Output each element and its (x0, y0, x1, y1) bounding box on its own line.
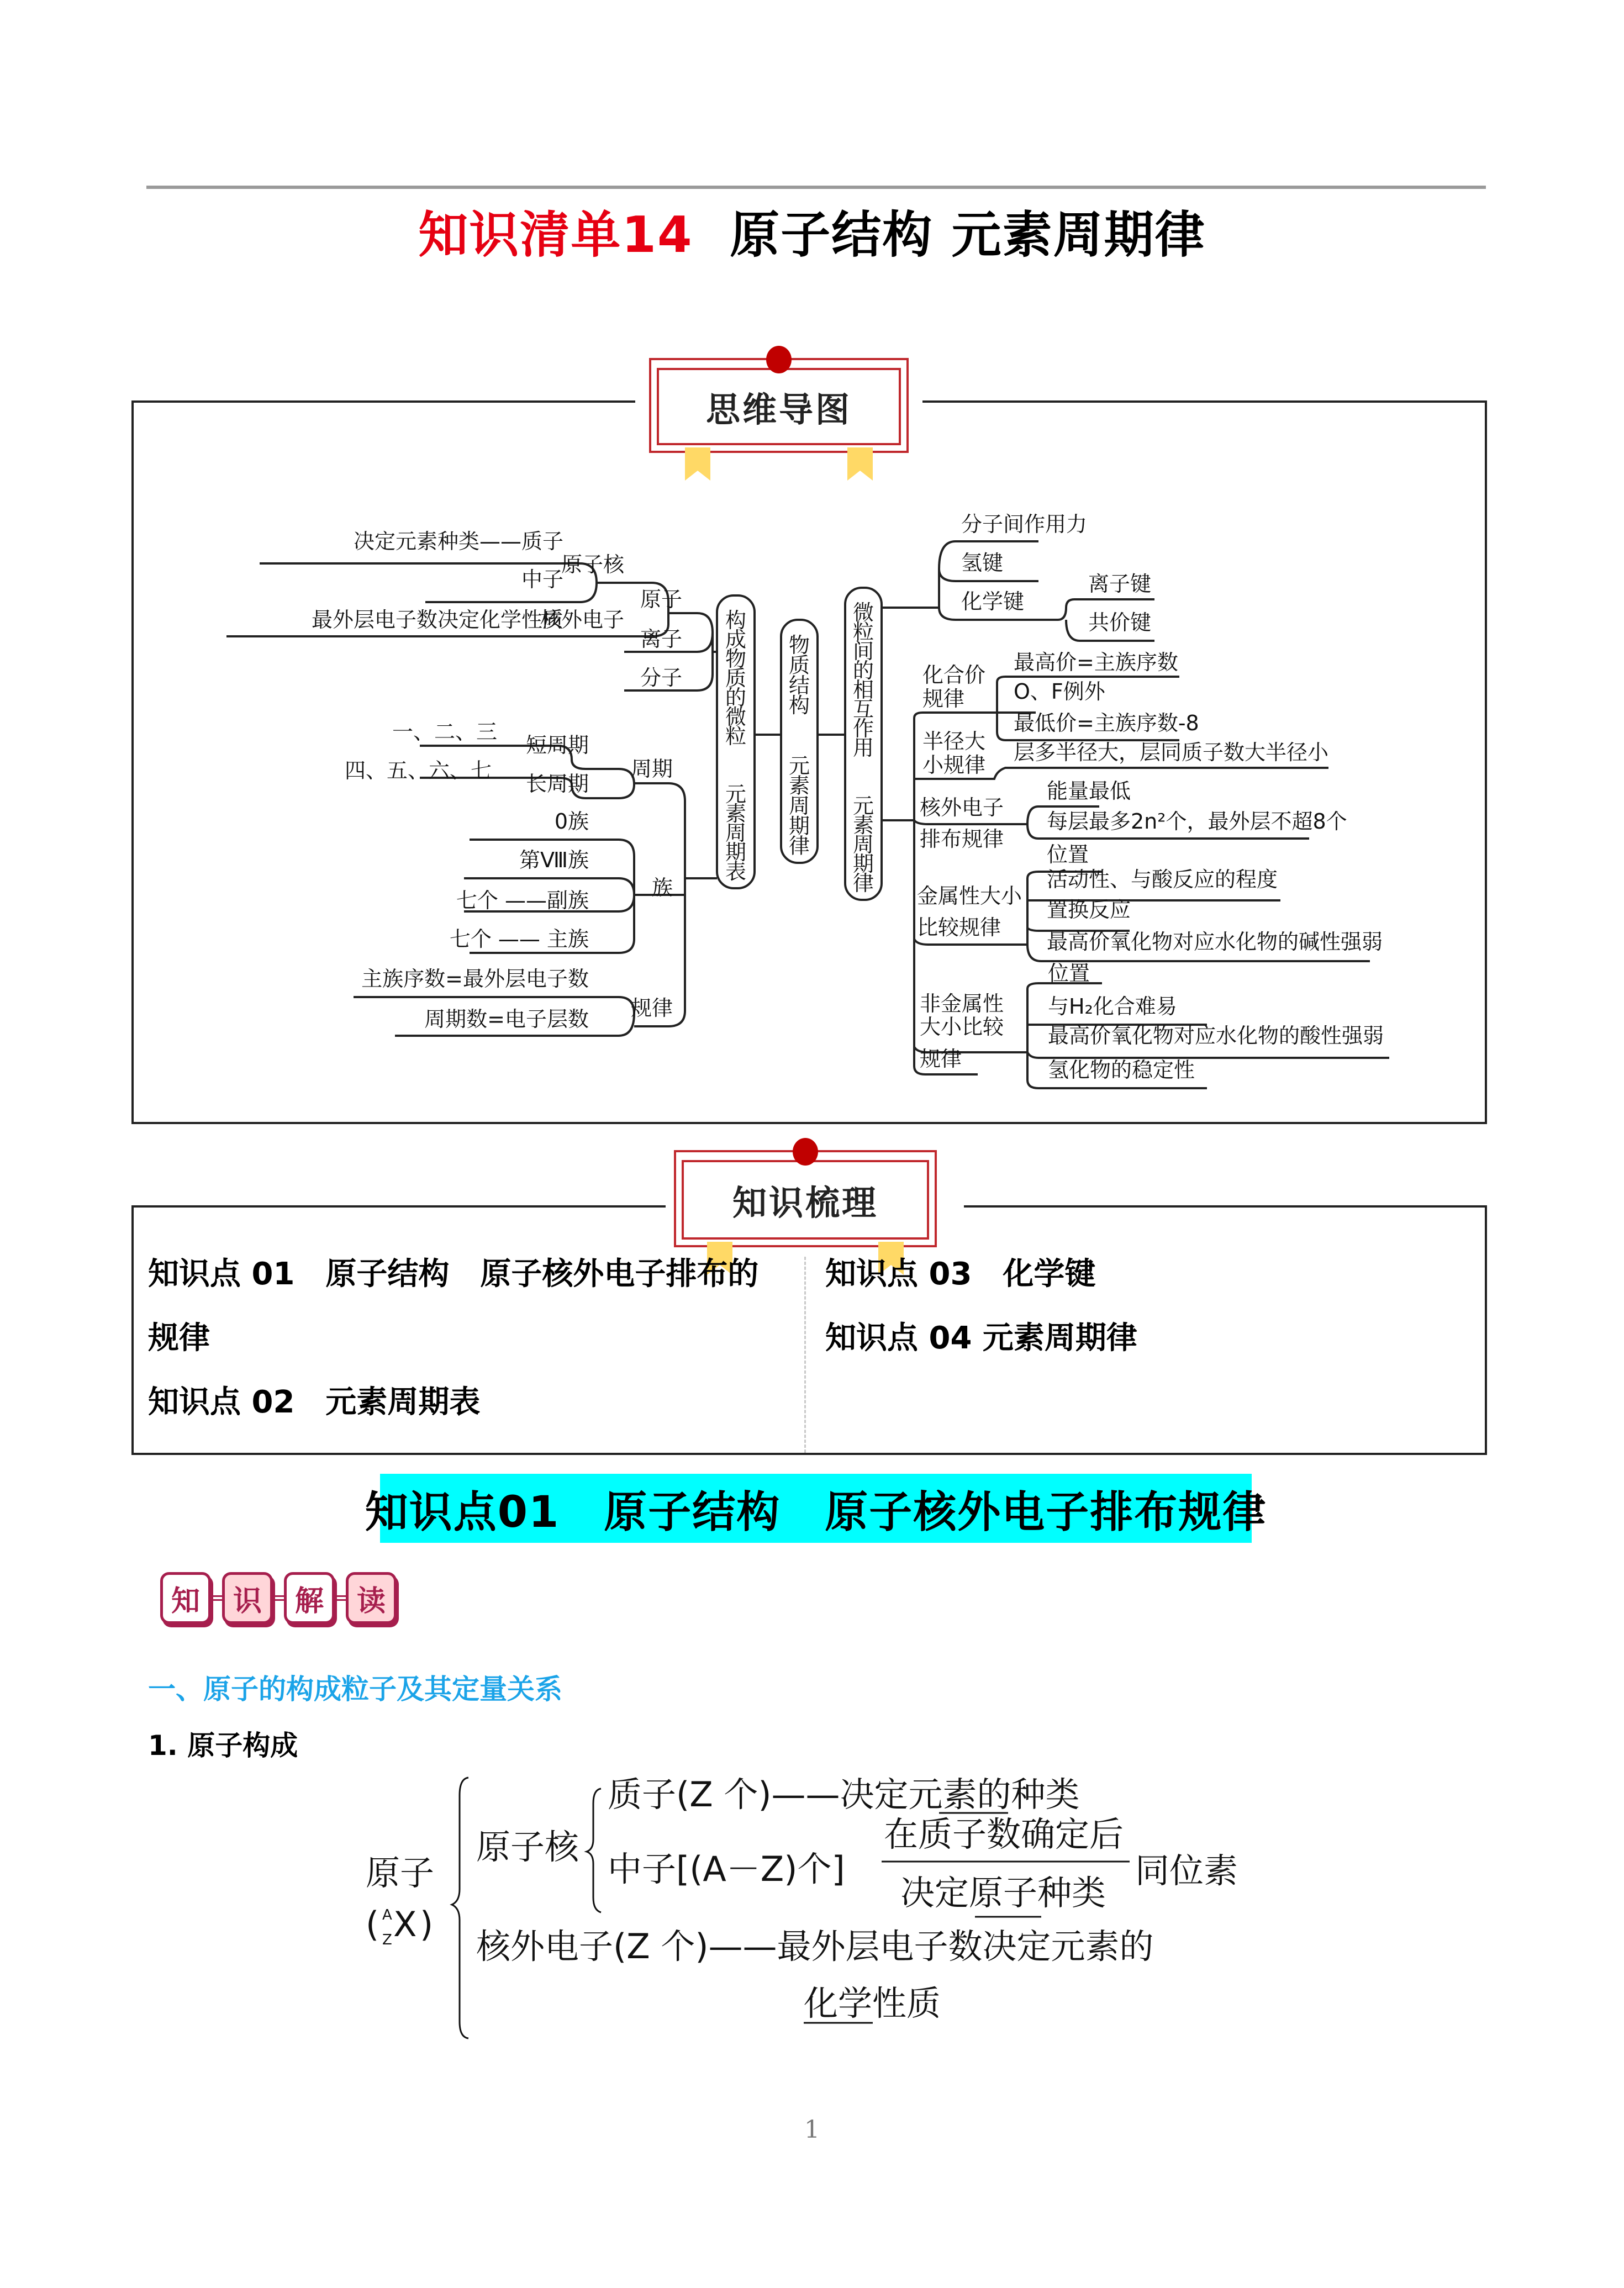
mindmap-node-label: 离子 (640, 627, 682, 651)
badge-tile: 读 (346, 1572, 397, 1624)
badge-tile: 识 (222, 1572, 273, 1624)
mindmap-node-label: 排布规律 (920, 827, 1004, 851)
mindmap-node-label: 小规律 (922, 753, 986, 777)
mindmap-node-label: 大小比较 (920, 1015, 1004, 1039)
knowledge-badge (674, 1150, 937, 1247)
mindmap-node-label: 原子 (640, 587, 682, 611)
mindmap-node-label: 族 (651, 876, 673, 900)
mindmap-node-label: 金属性大小 (917, 884, 1022, 908)
center-node-char: 粒 (725, 724, 747, 748)
mindmap-node-label: 最高价=主族序数 (1014, 650, 1178, 674)
center-node-char: 期 (788, 814, 810, 839)
mindmap-node-label: 与H₂化合难易 (1048, 994, 1177, 1019)
mindmap-node-label: 七个 ——副族 (456, 888, 589, 913)
center-node-char: 微 (725, 705, 747, 729)
mindmap-node-label: 最高价氧化物对应水化物的碱性强弱 (1047, 930, 1383, 954)
center-node-char: 构 (725, 608, 747, 632)
neutron-label: 中子[(A－Z)个] (608, 1849, 845, 1889)
column-divider (804, 1257, 806, 1453)
mindmap-node-label: 最高价氧化物对应水化物的酸性强弱 (1048, 1024, 1384, 1048)
mindmap-node-label: 一、二、三 (392, 720, 497, 744)
mindmap-node-label: 四、五、六、七 (344, 758, 492, 783)
mindmap-node-label: 周期 (630, 757, 673, 781)
center-node-char: 物 (725, 647, 747, 671)
mass-number: A (382, 1907, 392, 1923)
center-node-char: 间 (852, 639, 874, 663)
knowledge-point-04[interactable]: 知识点 04 元素周期律 (825, 1320, 1137, 1356)
mindmap-node-label: 长周期 (525, 772, 589, 796)
mindmap-node-label: 化合价 (922, 663, 986, 687)
mindmap-node-label: 最外层电子数决定化学性质 (311, 608, 563, 632)
mindmap-node-label: 周期数=电子层数 (424, 1007, 589, 1031)
mindmap-node-label: 化学键 (961, 589, 1025, 614)
mindmap-node-label: 位置 (1047, 842, 1089, 867)
mindmap-node-label: 比较规律 (917, 915, 1001, 940)
mindmap-node-label: 七个 —— 主族 (449, 927, 589, 951)
mindmap-node-label: 最低价=主族序数-8 (1014, 711, 1199, 735)
center-node-char: 元 (725, 782, 747, 806)
center-node-char: 构 (788, 693, 810, 718)
center-node-char: 素 (788, 773, 810, 798)
subsection-heading: 1. 原子构成 (148, 1730, 298, 1762)
mindmap-node-label: 原子核 (561, 552, 624, 577)
center-node-char: 质 (788, 653, 810, 678)
mindmap-node-label: 活动性、与酸反应的程度 (1047, 867, 1278, 892)
center-node-char: 作 (852, 716, 874, 741)
badge-title: 知识梳理 (682, 1160, 929, 1240)
atom-root: 原子 (366, 1853, 435, 1893)
mindmap-node-label: 置换反应 (1047, 898, 1131, 922)
mindmap-node-label: 核外电子 (920, 795, 1004, 820)
title-topic-text: 原子结构 元素周期律 (730, 206, 1206, 264)
mindmap-node-label: 层多半径大，层同质子数大半径小 (1014, 740, 1329, 765)
mindmap-node-label: 半径大 (922, 729, 986, 753)
center-node-char: 结 (788, 673, 810, 698)
center-node-char: 期 (852, 852, 874, 876)
center-node-char: 周 (788, 794, 810, 818)
knowledge-interpretation-badge (160, 1570, 397, 1626)
neutron-fraction-top: 在质子数确定后 (884, 1814, 1124, 1854)
center-node-char: 周 (725, 821, 747, 845)
center-node-char: 的 (725, 686, 747, 710)
badge-link (211, 1595, 222, 1601)
center-node-char: 用 (852, 736, 874, 760)
badge-link (335, 1595, 346, 1601)
mindmap-node-label: 分子 (640, 666, 682, 690)
isotope-label: 同位素 (1135, 1851, 1238, 1891)
nuclide-open-paren: ( (366, 1904, 379, 1944)
center-node-char: 质 (725, 666, 747, 690)
center-node-char: 的 (852, 658, 874, 683)
badge-link (273, 1595, 284, 1601)
center-node-char: 互 (852, 697, 874, 721)
mindmap-node-label: 规律 (630, 996, 673, 1020)
center-node-char: 元 (788, 753, 810, 778)
mindmap-node-label: 决定元素种类——质子 (353, 529, 563, 553)
center-node-char: 期 (725, 840, 747, 864)
mindmap-node-label: 主族序数=最外层电子数 (361, 967, 589, 991)
mindmap-node-label: 规律 (920, 1047, 962, 1071)
section-highlight-heading: 知识点01 原子结构 原子核外电子排布规律 (380, 1474, 1252, 1543)
center-node-char: 律 (788, 834, 810, 858)
center-node-char: 粒 (852, 620, 874, 644)
center-node-char: 表 (725, 860, 747, 884)
mindmap-node-label: 规律 (922, 687, 965, 711)
mindmap-node-label: 非金属性 (920, 992, 1004, 1016)
mindmap-node-label: 离子键 (1088, 572, 1152, 596)
badge-title: 思维导图 (657, 368, 901, 445)
mindmap-node-label: 核外电子 (540, 608, 624, 632)
nuclide-close-paren: ) (420, 1904, 434, 1944)
mindmap-node-label: 分子间作用力 (961, 512, 1088, 536)
mindmap-node-label: 每层最多2n²个，最外层不超8个 (1047, 809, 1347, 834)
mindmap-node-label: 位置 (1048, 961, 1090, 985)
mindmap-node-label: 0族 (554, 809, 589, 834)
nucleus-label: 原子核 (476, 1827, 579, 1867)
badge-tile: 解 (284, 1572, 335, 1624)
center-node-char: 元 (852, 794, 874, 818)
atomic-number: Z (382, 1932, 392, 1948)
mindmap-node-label: 短周期 (525, 733, 589, 757)
mindmap-node-label: 中子 (521, 567, 563, 592)
center-node-char: 微 (852, 600, 874, 625)
center-node-char: 相 (852, 678, 874, 702)
mindmap-node-label: 能量最低 (1047, 779, 1131, 803)
atom-structure-diagram (331, 1757, 1304, 2066)
section-heading: 一、原子的构成粒子及其定量关系 (148, 1673, 562, 1705)
neutron-fraction-bottom: 决定原子种类 (900, 1873, 1106, 1913)
mindmap-node-label: O、F例外 (1014, 679, 1105, 704)
knowledge-point-03[interactable]: 知识点 03 化学键 (825, 1256, 1096, 1292)
mindmap-node-label: 第Ⅷ族 (519, 848, 589, 872)
center-node-char: 律 (852, 871, 874, 895)
red-dot-icon (793, 1138, 818, 1166)
center-node-char: 素 (725, 802, 747, 826)
knowledge-point-01-cont[interactable]: 规律 (148, 1320, 210, 1356)
mindmap-node-label: 氢化物的稳定性 (1048, 1058, 1195, 1082)
badge-tile: 知 (160, 1572, 211, 1624)
center-node-char: 周 (852, 832, 874, 857)
knowledge-point-01[interactable]: 知识点 01 原子结构 原子核外电子排布的 (148, 1256, 759, 1292)
mindmap-node-label: 共价键 (1088, 610, 1152, 635)
title-series: 知识清单14 (418, 206, 693, 264)
page-number: 1 (804, 2116, 820, 2144)
center-node-char: 成 (725, 628, 747, 652)
electron-line: 核外电子(Z 个)——最外层电子数决定元素的 (476, 1926, 1154, 1967)
electron-line-2: 化学性质 (804, 1983, 941, 2023)
mindmap-node-label: 氢键 (961, 551, 1004, 575)
proton-line: 质子(Z 个)——决定元素的种类 (608, 1774, 1080, 1815)
center-node-char: 物 (788, 633, 810, 658)
element-symbol: X (393, 1904, 417, 1944)
knowledge-point-02[interactable]: 知识点 02 元素周期表 (148, 1384, 481, 1420)
center-node-char: 素 (852, 813, 874, 837)
